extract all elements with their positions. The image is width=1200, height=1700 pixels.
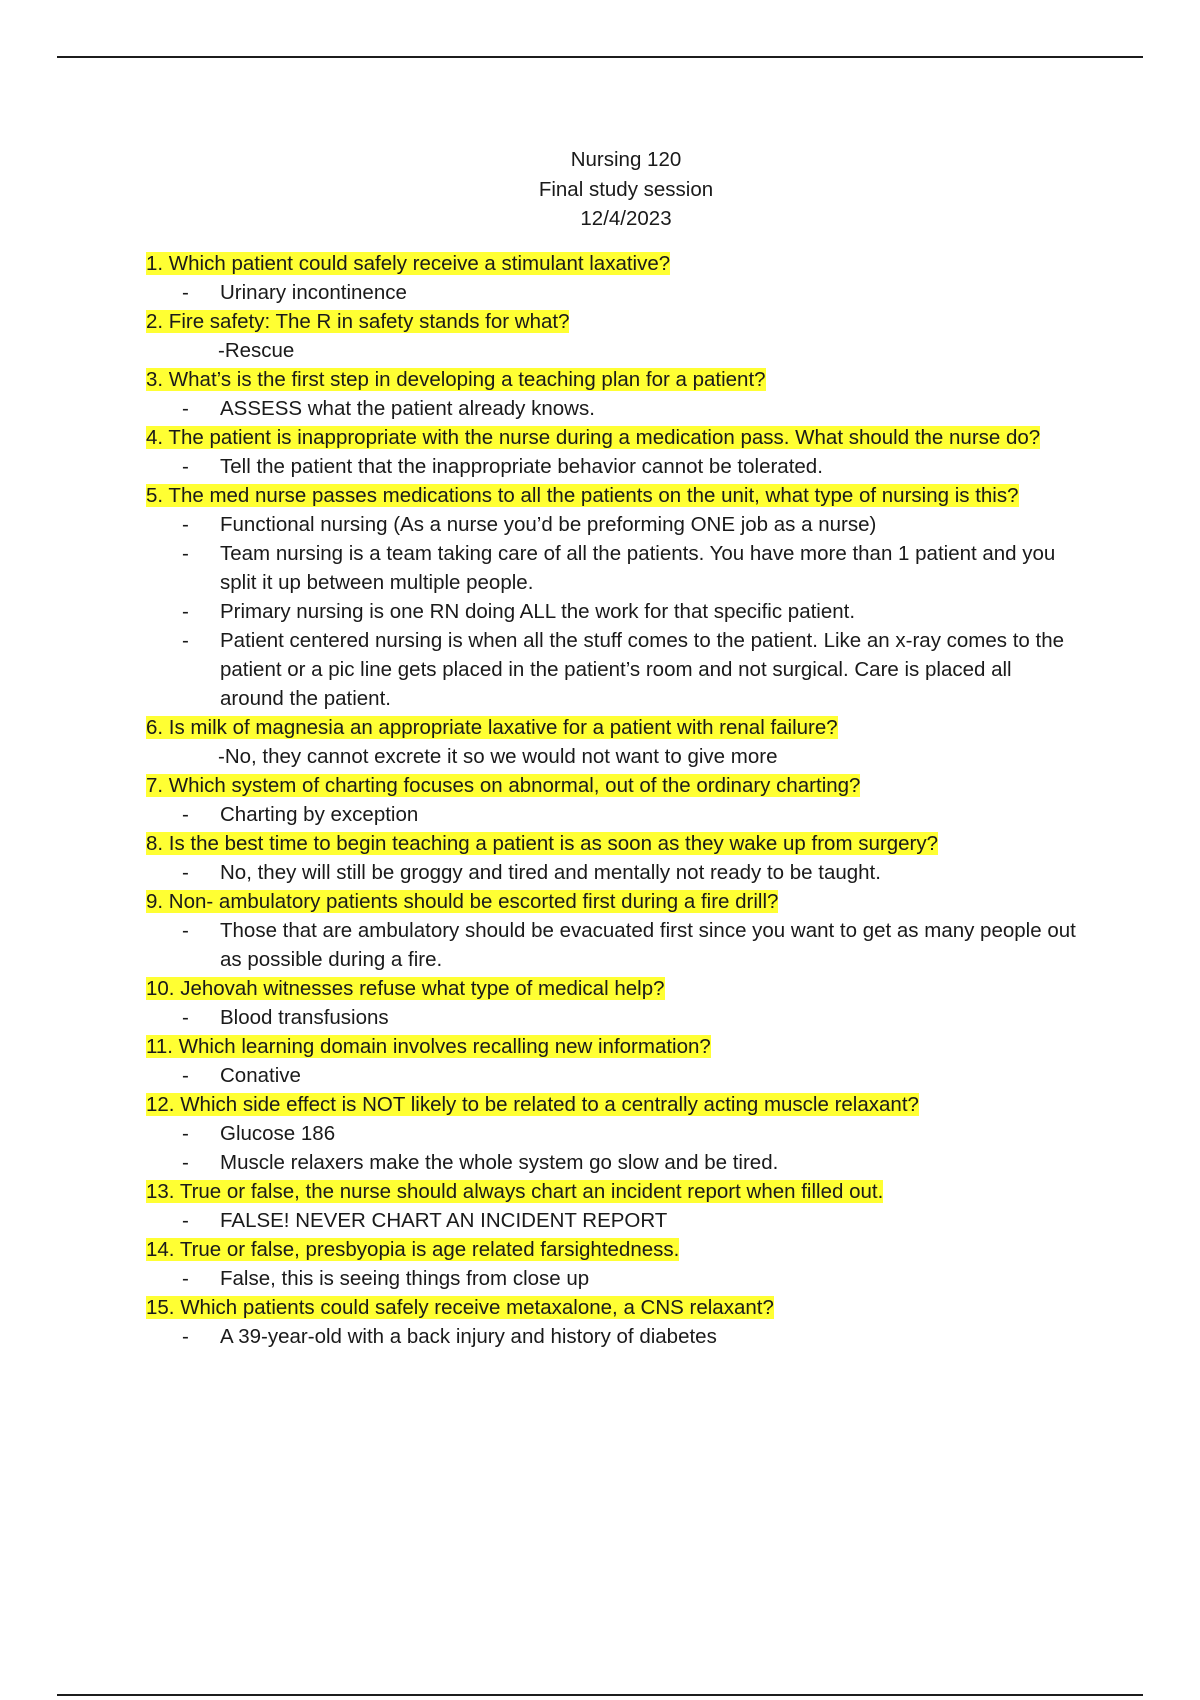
session-date: 12/4/2023	[580, 207, 672, 230]
question-text: 14. True or false, presbyopia is age related farsightedness.	[146, 1237, 680, 1261]
answer-bullet: -	[182, 1324, 189, 1348]
bottom-divider	[57, 1694, 1143, 1696]
question-text: 7. Which system of charting focuses on abnormal, out of the ordinary charting?	[146, 773, 861, 797]
answer-text: Primary nursing is one RN doing ALL the work for that specific patient.	[220, 599, 856, 623]
answer-bullet: -	[182, 918, 189, 942]
question-text: 13. True or false, the nurse should always chart an incident report when filled out.	[146, 1179, 884, 1203]
answer-item	[146, 1206, 1076, 1235]
question-item	[146, 1032, 1076, 1061]
answer-bullet: -	[182, 599, 189, 623]
answer-item	[146, 539, 1076, 597]
answer-item	[146, 452, 1076, 481]
document-header	[146, 145, 1076, 234]
question-item	[146, 307, 1076, 336]
question-item	[146, 829, 1076, 858]
question-text: 1. Which patient could safely receive a stimulant laxative?	[146, 251, 671, 275]
answer-item	[146, 742, 1076, 771]
question-item	[146, 974, 1076, 1003]
question-item	[146, 771, 1076, 800]
question-item	[146, 481, 1076, 510]
answer-bullet: -	[182, 512, 189, 536]
question-item	[146, 365, 1076, 394]
question-text: 11. Which learning domain involves recalling new information?	[146, 1034, 711, 1058]
question-text: 3. What’s is the first step in developing a teaching plan for a patient?	[146, 367, 766, 391]
answer-item	[146, 1003, 1076, 1032]
answer-text: A 39-year-old with a back injury and history of diabetes	[220, 1324, 717, 1348]
session-title: Final study session	[538, 177, 714, 201]
answer-item	[146, 916, 1076, 974]
answer-text: No, they will still be groggy and tired and mentally not ready to be taught.	[220, 860, 881, 884]
question-text: 5. The med nurse passes medications to all the patients on the unit, what type of nursing is this?	[146, 483, 1019, 507]
question-item	[146, 423, 1076, 452]
answer-item	[146, 858, 1076, 887]
answer-text: Charting by exception	[220, 802, 419, 826]
question-text: 4. The patient is inappropriate with the nurse during a medication pass. What should the nurse do?	[146, 425, 1041, 449]
answer-text: Those that are ambulatory should be evacuated first since you want to get as many people out as possible during a fire.	[220, 918, 1076, 971]
question-text: 2. Fire safety: The R in safety stands for what?	[146, 309, 570, 333]
answer-item	[146, 597, 1076, 626]
answer-text: Urinary incontinence	[220, 280, 407, 304]
top-divider	[57, 56, 1143, 58]
question-text: 9. Non- ambulatory patients should be escorted first during a fire drill?	[146, 889, 779, 913]
question-text: 10. Jehovah witnesses refuse what type of medical help?	[146, 976, 665, 1000]
answer-text: FALSE! NEVER CHART AN INCIDENT REPORT	[220, 1208, 668, 1232]
answer-item	[146, 394, 1076, 423]
question-text: 6. Is milk of magnesia an appropriate laxative for a patient with renal failure?	[146, 715, 838, 739]
answer-text: Muscle relaxers make the whole system go slow and be tired.	[220, 1150, 779, 1174]
answer-item	[146, 336, 1076, 365]
answer-text: False, this is seeing things from close up	[220, 1266, 590, 1290]
course-title: Nursing 120	[570, 148, 682, 171]
answer-text: -No, they cannot excrete it so we would not want to give more	[218, 744, 778, 768]
answer-text: Tell the patient that the inappropriate behavior cannot be tolerated.	[220, 454, 823, 478]
question-item	[146, 249, 1076, 278]
question-item	[146, 713, 1076, 742]
answer-bullet: -	[182, 280, 189, 304]
answer-bullet: -	[182, 1208, 189, 1232]
answer-item	[146, 1322, 1076, 1351]
answer-item	[146, 278, 1076, 307]
answer-text: -Rescue	[218, 338, 295, 362]
question-item	[146, 1293, 1076, 1322]
answer-item	[146, 800, 1076, 829]
answer-bullet: -	[182, 628, 189, 652]
question-item	[146, 887, 1076, 916]
answer-item	[146, 1119, 1076, 1148]
document-page	[146, 145, 1076, 1351]
question-item	[146, 1235, 1076, 1264]
answer-item	[146, 1061, 1076, 1090]
answer-bullet: -	[182, 1266, 189, 1290]
answer-text: ASSESS what the patient already knows.	[220, 396, 595, 420]
answer-text: Conative	[220, 1063, 301, 1087]
answer-bullet: -	[182, 1121, 189, 1145]
question-item	[146, 1090, 1076, 1119]
answer-bullet: -	[182, 802, 189, 826]
question-list	[146, 249, 1076, 1351]
question-text: 15. Which patients could safely receive metaxalone, a CNS relaxant?	[146, 1295, 774, 1319]
answer-bullet: -	[182, 454, 189, 478]
answer-bullet: -	[182, 396, 189, 420]
answer-text: Glucose 186	[220, 1121, 336, 1145]
answer-item	[146, 510, 1076, 539]
answer-text: Team nursing is a team taking care of all the patients. You have more than 1 patient and you split it up between multiple people.	[220, 541, 1056, 594]
answer-bullet: -	[182, 1005, 189, 1029]
answer-text: Blood transfusions	[220, 1005, 389, 1029]
answer-text: Patient centered nursing is when all the stuff comes to the patient. Like an x-ray comes to the patient or a pic line gets placed in the patient’s room and not surgical. Care is placed all around the patient.	[220, 628, 1065, 710]
answer-bullet: -	[182, 1150, 189, 1174]
question-item	[146, 1177, 1076, 1206]
question-text: 8. Is the best time to begin teaching a patient is as soon as they wake up from surgery?	[146, 831, 938, 855]
answer-item	[146, 1148, 1076, 1177]
answer-text: Functional nursing (As a nurse you’d be preforming ONE job as a nurse)	[220, 512, 877, 536]
answer-item	[146, 1264, 1076, 1293]
answer-bullet: -	[182, 541, 189, 565]
question-text: 12. Which side effect is NOT likely to be related to a centrally acting muscle relaxant?	[146, 1092, 919, 1116]
answer-bullet: -	[182, 860, 189, 884]
answer-bullet: -	[182, 1063, 189, 1087]
answer-item	[146, 626, 1076, 713]
